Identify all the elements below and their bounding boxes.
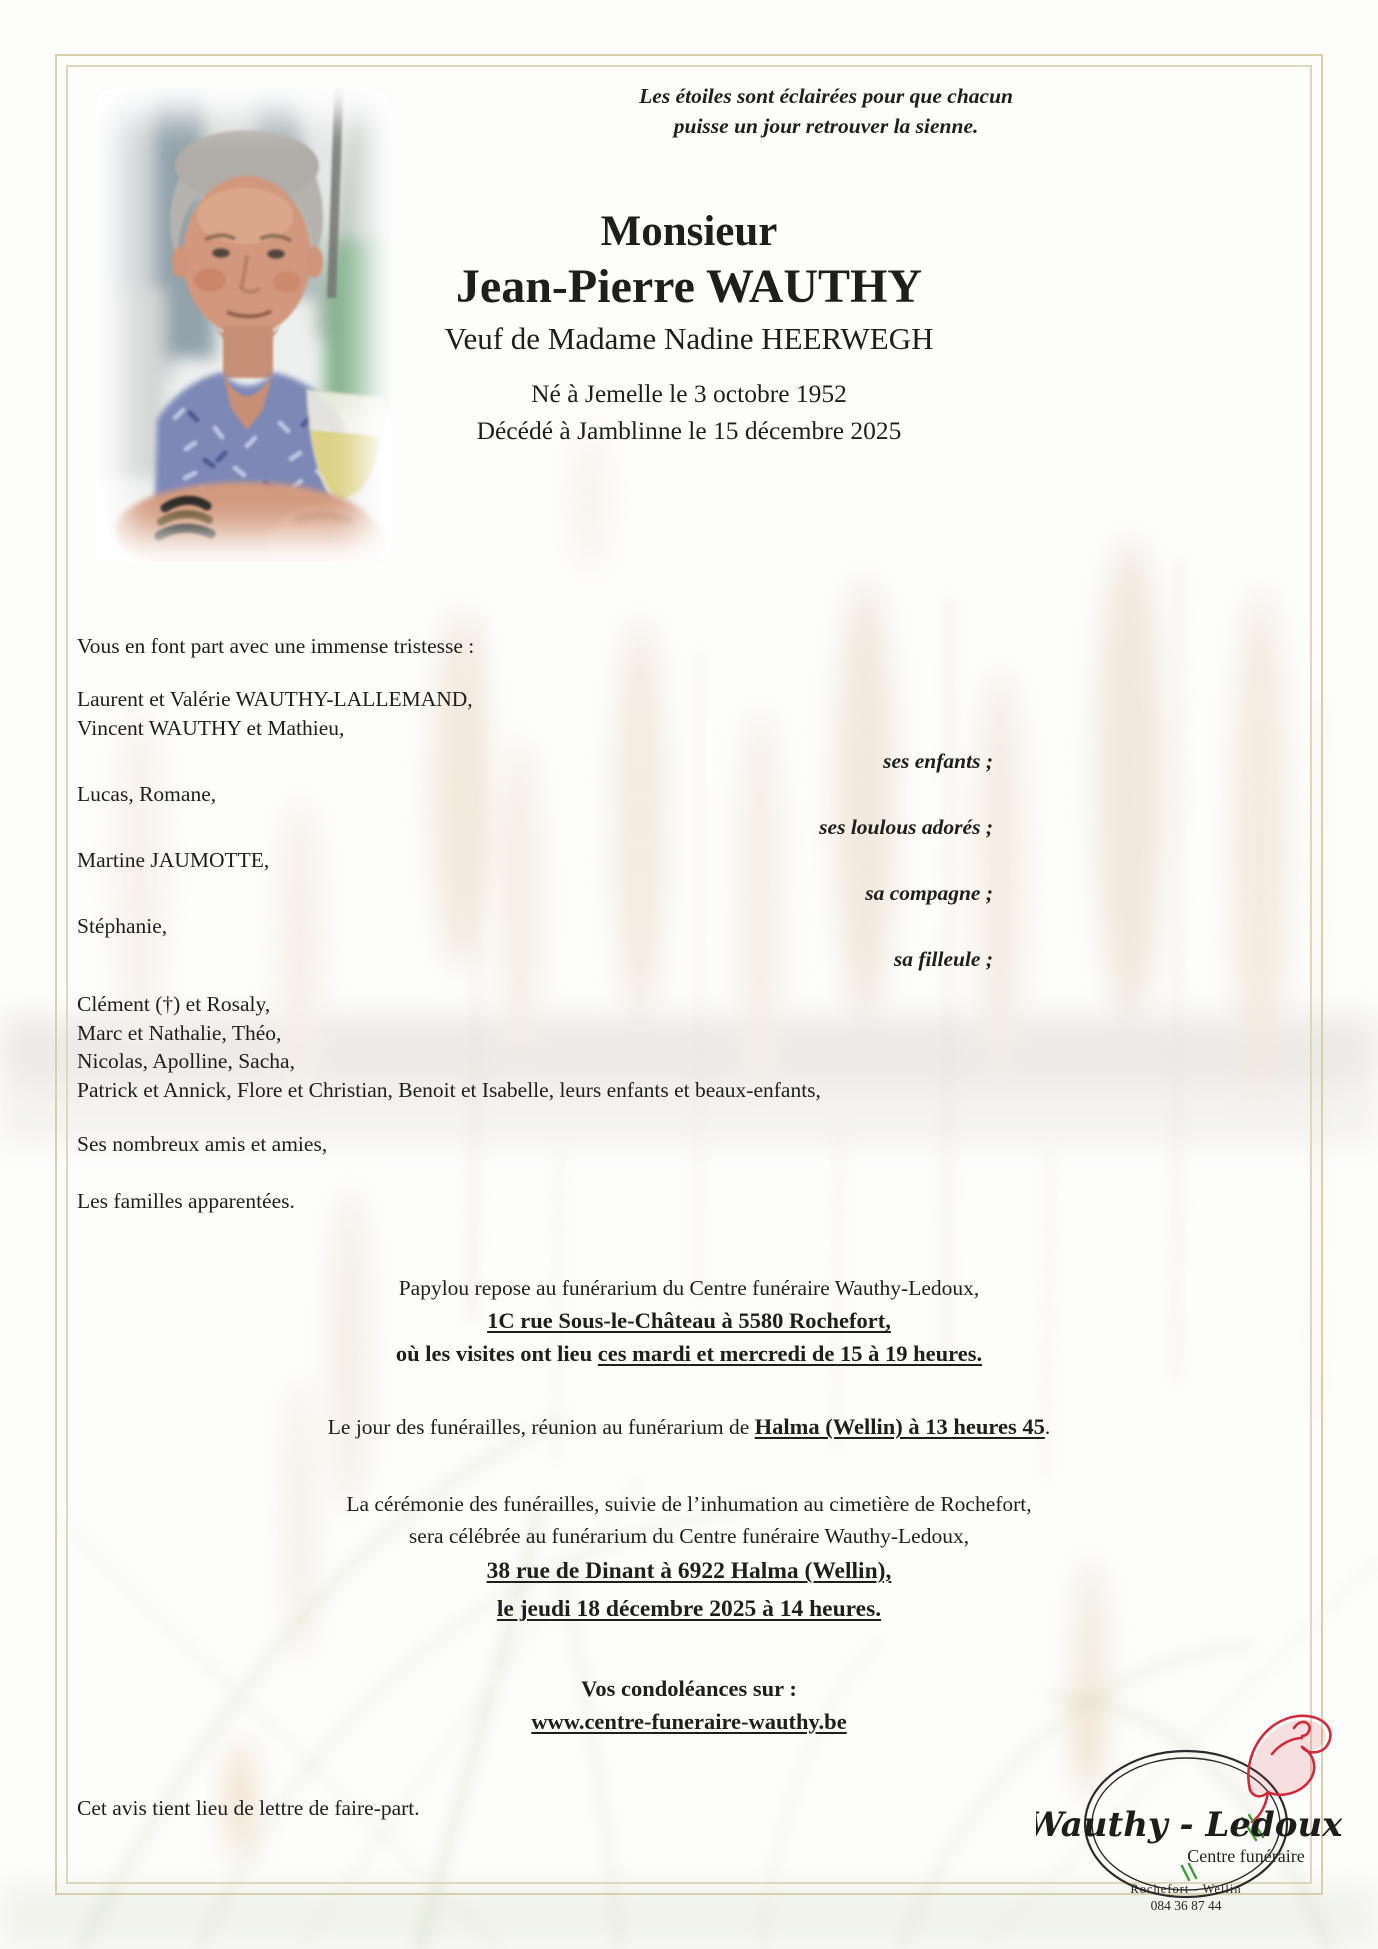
deceased-name: Jean-Pierre WAUTHY xyxy=(455,259,923,313)
repose-address: 1C rue Sous-le-Château à 5580 Rochefort, xyxy=(487,1308,891,1333)
family-relation-label: ses enfants ; xyxy=(883,749,993,773)
logo-phone: 084 36 87 44 xyxy=(1150,1898,1222,1913)
family-relation-label: ses loulous adorés ; xyxy=(819,815,993,839)
logo-subtitle: Centre funéraire xyxy=(1187,1846,1305,1866)
deceased-relation: Veuf de Madame Nadine HEERWEGH xyxy=(444,321,934,357)
epitaph-quote-line2: puisse un jour retrouver la sienne. xyxy=(673,113,979,138)
funeral-home-logo xyxy=(1036,1694,1342,1934)
repose-block xyxy=(0,1272,1378,1370)
meeting-block xyxy=(0,1410,1378,1443)
extended-family-line: Nicolas, Apolline, Sacha, xyxy=(77,1049,295,1073)
friends-line: Ses nombreux amis et amies, xyxy=(77,1132,328,1156)
repose-line1: Papylou repose au funérarium du Centre funéraire Wauthy-Ledoux, xyxy=(398,1276,980,1300)
family-names: Laurent et Valérie WAUTHY-LALLEMAND, xyxy=(77,687,473,711)
family-relation-label: sa compagne ; xyxy=(865,881,993,905)
extended-family-line: Patrick et Annick, Flore et Christian, Benoit et Isabelle, leurs enfants et beaux-enfants, xyxy=(77,1077,821,1102)
service-datetime: le jeudi 18 décembre 2025 à 14 heures. xyxy=(496,1596,882,1622)
deceased-title-block xyxy=(0,206,1378,449)
deceased-birth: Né à Jemelle le 3 octobre 1952 xyxy=(531,379,847,409)
deceased-salutation: Monsieur xyxy=(600,208,778,255)
epitaph-quote-line1: Les étoiles sont éclairées pour que chacun xyxy=(639,84,1013,108)
meeting-suffix: . xyxy=(1044,1415,1051,1439)
service-block xyxy=(0,1488,1378,1628)
family-names: Vincent WAUTHY et Mathieu, xyxy=(77,716,345,740)
extended-family-line: Marc et Nathalie, Théo, xyxy=(77,1020,282,1045)
family-names: Lucas, Romane, xyxy=(77,782,217,806)
announcement-intro: Vous en font part avec une immense tristesse : xyxy=(77,634,475,658)
condolences-label: Vos condoléances sur : xyxy=(581,1676,797,1701)
family-names: Stéphanie, xyxy=(77,914,168,938)
family-announcement xyxy=(77,632,993,1216)
service-line1: La cérémonie des funérailles, suivie de l’inhumation au cimetière de Rochefort, xyxy=(346,1492,1032,1516)
condolences-website: www.centre-funeraire-wauthy.be xyxy=(531,1709,847,1734)
family-names: Martine JAUMOTTE, xyxy=(77,848,270,872)
family-relation-label: sa filleule ; xyxy=(893,947,993,971)
visits-prefix: où les visites ont lieu xyxy=(395,1341,598,1366)
epitaph-quote xyxy=(639,82,1013,141)
deceased-death: Décédé à Jamblinne le 15 décembre 2025 xyxy=(476,415,902,445)
related-families-line: Les familles apparentées. xyxy=(77,1189,295,1213)
service-line2: sera célébrée au funérarium du Centre funéraire Wauthy-Ledoux, xyxy=(408,1524,970,1548)
extended-family-line: Clément (†) et Rosaly, xyxy=(77,992,271,1016)
meeting-prefix: Le jour des funérailles, réunion au funérarium de xyxy=(327,1415,755,1439)
visits-schedule: ces mardi et mercredi de 15 à 19 heures. xyxy=(597,1341,983,1366)
logo-name: Wauthy - Ledoux xyxy=(1036,1805,1342,1845)
notice-line: Cet avis tient lieu de lettre de faire-part. xyxy=(77,1796,420,1820)
meeting-place-time: Halma (Wellin) à 13 heures 45 xyxy=(754,1414,1045,1439)
logo-location: Rochefort - Wellin xyxy=(1130,1882,1242,1896)
service-address: 38 rue de Dinant à 6922 Halma (Wellin), xyxy=(486,1558,892,1584)
